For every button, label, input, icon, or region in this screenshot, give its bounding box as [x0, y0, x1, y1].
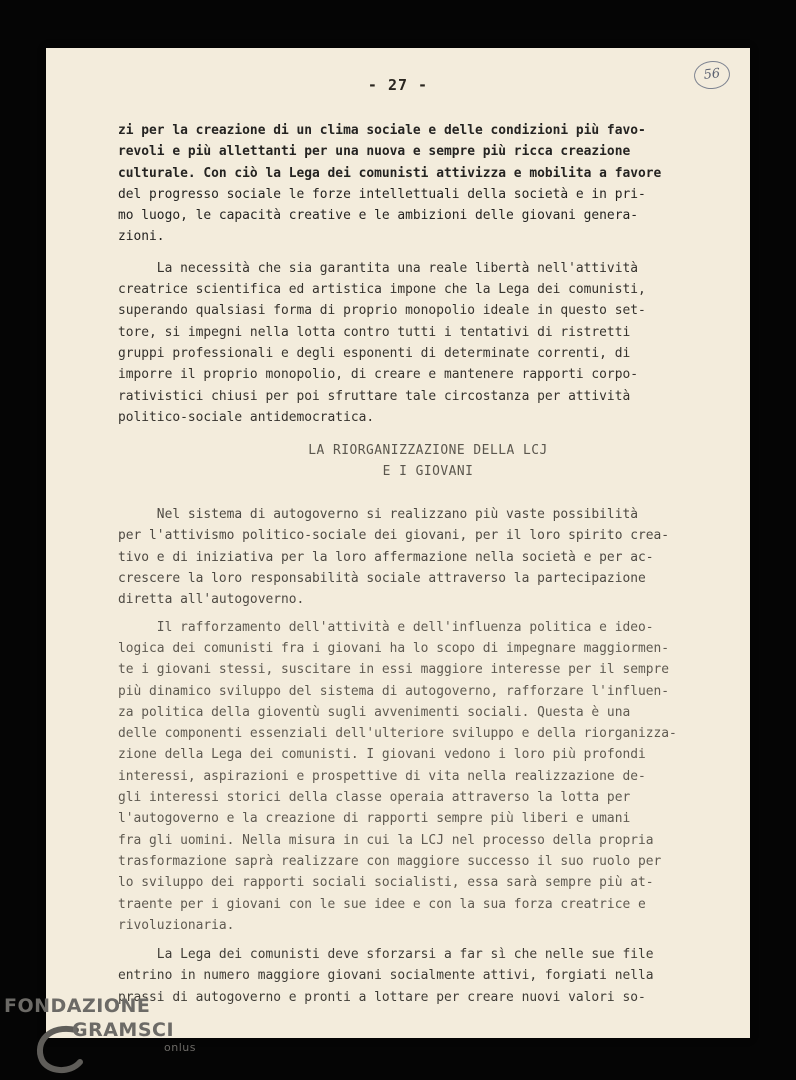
- text-line: creatrice scientifica ed artistica impone che la Lega dei comunisti,: [118, 282, 646, 298]
- text-line: gruppi professionali e degli esponenti di determinate correnti, di: [118, 345, 631, 361]
- text-line: logica dei comunisti fra i giovani ha lo scopo di impegnare maggiormen-: [118, 640, 670, 656]
- text-line: superando qualsiasi forma di proprio monopolio ideale in questo set-: [118, 303, 646, 319]
- text-line: culturale. Con ciò la Lega dei comunisti attivizza e mobilita a favore: [118, 165, 662, 181]
- text-line: entrino in numero maggiore giovani socialmente attivi, forgiati nella: [118, 968, 654, 984]
- text-line: più dinamico sviluppo del sistema di autogoverno, rafforzare l'influen-: [118, 683, 670, 699]
- text-line: revoli e più allettanti per una nuova e sempre più ricca creazione: [118, 144, 631, 160]
- watermark-line3: onlus: [164, 1041, 196, 1054]
- text-line: crescere la loro responsabilità sociale attraverso la partecipazione: [118, 571, 646, 587]
- page-number: - 27 -: [367, 76, 429, 94]
- text-line: traente per i giovani con le sue idee e con la sua forza creatrice e: [118, 896, 646, 912]
- text-line: per l'attivismo politico-sociale dei giovani, per il loro spirito crea-: [118, 528, 670, 544]
- text-line: rivoluzionaria.: [118, 917, 235, 933]
- text-line: za politica della gioventù sugli avvenimenti sociali. Questa è una: [118, 704, 631, 720]
- text-line: prassi di autogoverno e pronti a lottare per creare nuovi valori so-: [118, 989, 646, 1005]
- text-line: tivo e di iniziativa per la loro affermazione nella società e per ac-: [118, 549, 654, 565]
- text-line: imporre il proprio monopolio, di creare e mantenere rapporti corpo-: [118, 367, 638, 383]
- text-line: Nel sistema di autogoverno si realizzano più vaste possibilità: [118, 507, 638, 523]
- text-line: gli interessi storici della classe operaia attraverso la lotta per: [118, 790, 631, 806]
- text-line: del progresso sociale le forze intellettuali della società e in pri-: [118, 186, 646, 202]
- text-line: zione della Lega dei comunisti. I giovani vedono i loro più profondi: [118, 747, 646, 763]
- text-line: zioni.: [118, 229, 165, 245]
- text-line: fra gli uomini. Nella misura in cui la LCJ nel processo della propria: [118, 832, 654, 848]
- text-line: politico-sociale antidemocratica.: [118, 409, 375, 425]
- watermark-line1: FONDAZIONE: [4, 995, 151, 1017]
- document-body: [118, 120, 738, 1008]
- text-line: La necessità che sia garantita una reale libertà nell'attività: [118, 260, 638, 276]
- paragraph-4: [118, 617, 738, 936]
- text-line: l'autogoverno e la creazione di rapporti sempre più liberi e umani: [118, 811, 631, 827]
- watermark-line2: GRAMSCI: [72, 1019, 175, 1041]
- paragraph-5: [118, 944, 738, 1008]
- text-line: zi per la creazione di un clima sociale e delle condizioni più favo-: [118, 123, 646, 138]
- text-line: lo sviluppo dei rapporti sociali socialisti, essa sarà sempre più at-: [118, 875, 654, 891]
- text-line: Il rafforzamento dell'attività e dell'influenza politica e ideo-: [118, 619, 654, 635]
- text-line: tore, si impegni nella lotta contro tutti i tentativi di ristretti: [118, 324, 631, 340]
- text-line: mo luogo, le capacità creative e le ambizioni delle giovani genera-: [118, 208, 638, 224]
- text-line: diretta all'autogoverno.: [118, 592, 305, 608]
- watermark: [4, 994, 196, 1054]
- archive-stamp: 56: [693, 59, 732, 91]
- text-line: rativistici chiusi per poi sfruttare tale circostanza per attività: [118, 388, 631, 404]
- text-line: te i giovani stessi, suscitare in essi maggiore interesse per il sempre: [118, 662, 670, 678]
- text-line: La Lega dei comunisti deve sforzarsi a far sì che nelle sue file: [118, 947, 654, 963]
- paragraph-2: [118, 258, 738, 428]
- paragraph-1: [118, 120, 738, 248]
- paragraph-3: [118, 504, 738, 610]
- section-heading-line2: E I GIOVANI: [382, 464, 474, 480]
- text-line: trasformazione saprà realizzare con maggiore successo il suo ruolo per: [118, 853, 662, 869]
- text-line: delle componenti essenziali dell'ulteriore sviluppo e della riorganizza-: [118, 726, 677, 742]
- text-line: interessi, aspirazioni e prospettive di vita nella realizzazione de-: [118, 768, 646, 784]
- section-heading: LA RIORGANIZZAZIONE DELLA LCJ: [308, 443, 548, 459]
- document-page: [46, 48, 750, 1038]
